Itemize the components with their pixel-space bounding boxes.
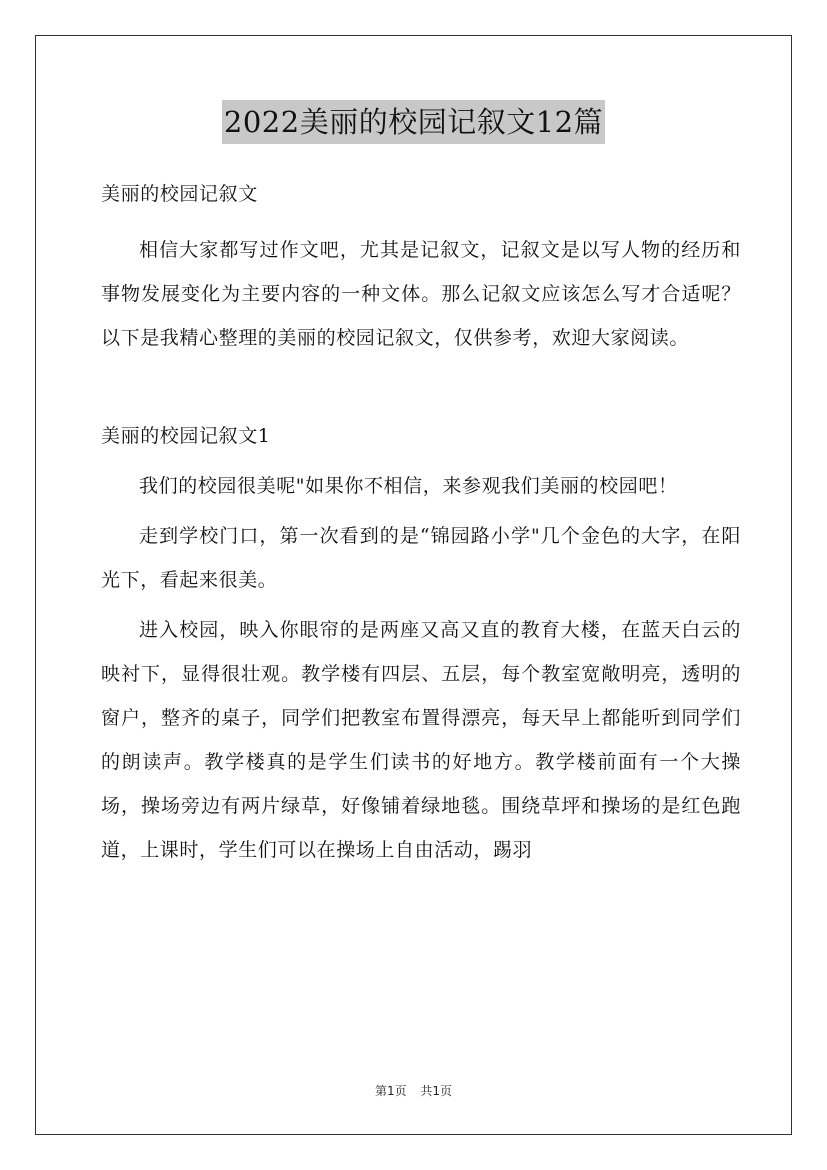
section-heading: 美丽的校园记叙文 <box>101 183 258 205</box>
body-paragraph: 我们的校园很美呢"如果你不相信，来参观我们美丽的校园吧！ <box>139 475 678 497</box>
section-heading: 美丽的校园记叙文1 <box>101 425 271 447</box>
body-paragraph: 走到学校门口，第一次看到的是“锦园路小学"几个金色的大字，在阳光下，看起来很美。 <box>101 525 741 591</box>
body-paragraph: 进入校园，映入你眼帘的是两座又高又直的教育大楼，在蓝天白云的映衬下，显得很壮观。教学楼有四层、五层，每个教室宽敞明亮，透明的窗户，整齐的桌子，同学们把教室布置得漂亮，每天早上都能听到同学们的朗读声。教学楼真的是学生们读书的好地方。教学楼前面有一个大操场，操场旁边有两片绿草，好像铺着绿地毯。围绕草坪和操场的是红色跑道，上课时，学生们可以在操场上自由活动，踢羽 <box>101 619 741 861</box>
page-number: 第1页 <box>374 1084 407 1098</box>
page-footer <box>0 1082 827 1099</box>
intro-paragraph: 相信大家都写过作文吧，尤其是记叙文，记叙文是以写人物的经历和事物发展变化为主要内容的一种文体。那么记叙文应该怎么写才合适呢？以下是我精心整理的美丽的校园记叙文，仅供参考，欢迎大家阅读。 <box>101 239 741 349</box>
title-container <box>0 100 827 144</box>
document-title: 2022美丽的校园记叙文12篇 <box>222 100 605 144</box>
document-body <box>101 172 741 872</box>
page-total: 共1页 <box>420 1084 453 1098</box>
